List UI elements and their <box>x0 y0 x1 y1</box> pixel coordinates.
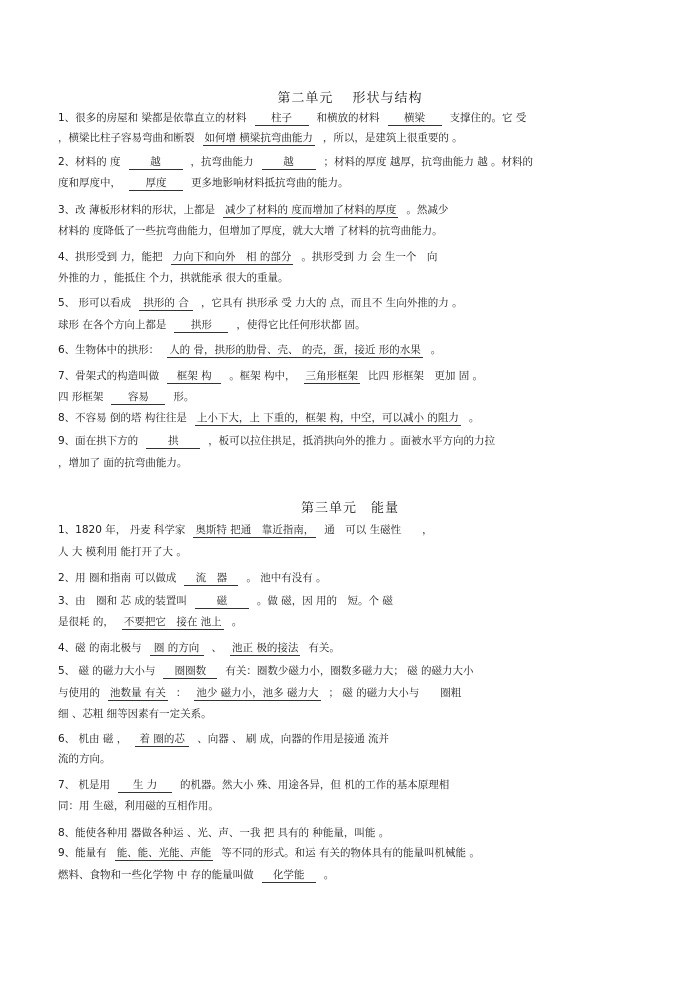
line-text: 材料的 度降低了一些抗弯曲能力，但增加了厚度，就大大增 了材料的抗弯曲能力。 <box>58 225 443 237</box>
line-text: ，它具有 拱形承 受 力大的 点， <box>201 297 351 309</box>
unit3-line-15 <box>58 846 648 861</box>
unit3-line-12 <box>58 778 648 793</box>
line-text: 。然减少 <box>406 204 449 216</box>
line-text: 的机器。然大小 殊、用途各异，但 机的工作的基本原理相 <box>180 779 450 791</box>
line-text: 是很耗 的， <box>58 616 114 628</box>
answer-blank: 三角形框架 <box>305 370 359 382</box>
unit3-line-1 <box>58 523 648 538</box>
line-text: 同：用 生磁，利用磁的互相作用 <box>58 800 209 812</box>
unit2-line-2 <box>58 131 648 146</box>
line-text: 8、不容易 倒的塔 构往往是 <box>58 412 187 424</box>
unit2-line-9 <box>58 296 648 311</box>
answer-blank: 池少 磁力小，池多 磁力大 <box>196 687 319 699</box>
unit2-line-7 <box>58 250 648 265</box>
answer-blank: 不要把它 接在 池上 <box>123 616 222 628</box>
line-text: 。做 磁，因 用的 短。个 磁 <box>256 595 393 607</box>
line-text: 7、 机是用 <box>58 779 111 791</box>
answer-blank: 框架 构 <box>167 369 221 384</box>
line-text: 。 <box>468 412 480 424</box>
unit3-line-8 <box>58 686 648 701</box>
line-text: ： <box>175 687 187 699</box>
line-text: 形 <box>173 391 184 403</box>
line-text: 7、骨架式的构造叫做 <box>58 370 160 382</box>
line-text: 。 <box>208 800 219 812</box>
line-text: 等因素有一定关系。 <box>117 708 212 720</box>
line-text: 比四 形框架 更加 固 。 <box>368 370 484 382</box>
line-text: 细 、芯粗 细 <box>58 708 118 720</box>
line-text: 3、改 薄板形材料的形状，上都是 <box>58 204 216 216</box>
answer-blank: 流 器 <box>184 571 238 586</box>
line-text: ，抗弯曲能力 <box>190 156 254 168</box>
unit3-line-3 <box>58 571 648 586</box>
line-text: 5、 形可以看成 <box>58 297 132 309</box>
unit2-line-5 <box>58 203 648 218</box>
line-text: 。 <box>430 344 442 356</box>
line-text: 。 <box>100 753 111 765</box>
answer-blank: 圈圈数 <box>163 664 217 679</box>
line-text: 。框架 构中， <box>229 370 296 382</box>
line-text: 人 大 模利用 能打开了大 。 <box>58 546 187 558</box>
unit2-line-1 <box>58 111 648 126</box>
unit3-line-4 <box>58 594 648 609</box>
line-text: 。 池中有没有 。 <box>246 572 327 584</box>
line-text: 1、1820 年， 丹麦 科学家 <box>58 524 186 536</box>
line-text: 而且不 生向外推的力 。 <box>350 297 463 309</box>
line-text: 5、 磁 的磁力大小与 <box>58 665 156 677</box>
line-text: ，增加了 面的抗弯曲能力。 <box>58 457 188 469</box>
line-text: 燃料、食物和一些化学物 中 存的能量叫做 <box>58 869 254 881</box>
unit2-title: 第二单元 形状与结构 <box>277 91 423 106</box>
line-text: 是建筑上很重要的 。 <box>364 132 463 144</box>
unit2-line-12 <box>58 369 648 384</box>
line-text: 6、生物体中的拱形： <box>58 344 160 356</box>
line-text: ，所以， <box>322 132 365 144</box>
line-text: ，板可以拉住拱足，抵消拱向外的推力 。面被水平方向的力拉 <box>208 435 496 447</box>
answer-blank: 力向下和向外 相 的部分 <box>172 251 292 263</box>
line-text: ； 磁 的磁力大小与 圈粗 <box>328 687 462 699</box>
line-text: 流的方向 <box>58 753 100 765</box>
line-text: 、 <box>211 642 223 654</box>
answer-blank: 能、能、光能、声能 <box>116 847 212 859</box>
unit2-line-10 <box>58 318 648 333</box>
unit2-line-14 <box>58 411 648 426</box>
line-text: 2、材料的 度 <box>58 156 121 168</box>
line-text: 8、能使各种用 器做各种运 、光、声、一我 把 具有的 种能量，叫 <box>58 827 365 839</box>
line-text: 。拱形受到 力 会 生一个 向 <box>301 251 438 263</box>
unit2-line-13 <box>58 390 648 405</box>
answer-blank: 生 力 <box>118 778 172 793</box>
unit2-line-8 <box>58 271 648 285</box>
unit2-line-3 <box>58 155 648 170</box>
line-text: 球形 在各个方向上都是 <box>58 319 167 331</box>
answer-blank: 拱形 <box>174 318 228 333</box>
line-text: 6、 机由 磁 ， <box>58 733 128 745</box>
line-text: 4、磁 的南北极与 <box>58 642 142 654</box>
unit3-line-10 <box>58 732 648 747</box>
line-text: 9、面在拱下方的 <box>58 435 139 447</box>
unit3-line-7 <box>58 664 648 679</box>
line-text: 与使用的 <box>58 687 100 699</box>
line-text: ；材料的厚度 越厚，抗弯曲能力 越 。材料的 <box>323 156 534 168</box>
answer-blank: 化学能 <box>262 868 316 883</box>
line-text: 度和厚度中， <box>58 177 121 189</box>
answer-blank: 柱子 <box>255 111 309 126</box>
line-text: 四 形框架 <box>58 391 104 403</box>
line-text: 机械能 。 <box>434 847 480 859</box>
line-text: 有关：圈数少磁力小，圈数多磁力大 <box>225 665 394 677</box>
unit2-line-11 <box>58 343 648 358</box>
unit3-line-13 <box>58 799 648 813</box>
line-text: 和横放的材料 <box>316 112 380 124</box>
line-text: 1、很多的房屋和 梁都是依靠直立的材料 <box>58 112 247 124</box>
answer-blank: 拱 <box>146 434 200 449</box>
answer-blank: 磁 <box>195 594 249 609</box>
unit3-line-14 <box>58 826 648 840</box>
answer-blank: 容易 <box>111 390 165 405</box>
line-text: ，使得它比任何形状都 固。 <box>236 319 366 331</box>
answer-blank: 上小下大，上 下重的，框架 构，中空，可以减小 的阻力 <box>196 412 459 424</box>
line-text: 3、由 圈和 芯 成的装置叫 <box>58 595 187 607</box>
line-text: 2、用 圈和指南 可以做成 <box>58 572 177 584</box>
unit2-line-6 <box>58 224 648 238</box>
unit3-line-6 <box>58 641 648 656</box>
unit2-line-16 <box>58 456 648 470</box>
answer-blank: 厚度 <box>129 176 183 191</box>
line-text: ； 磁 的磁力大小 <box>393 665 474 677</box>
line-text: 有关。 <box>308 642 340 654</box>
unit2-line-4 <box>58 176 648 191</box>
answer-blank: 减少了材料的 度而增加了材料的厚度 <box>225 204 397 216</box>
line-text: ，横梁比柱子容易弯曲和断裂 <box>58 132 195 144</box>
answer-blank: 着 圈的芯 <box>135 732 189 747</box>
line-text: 9、能量有 <box>58 847 107 859</box>
line-text: 等不同的形式。和运 有关的物体具有的能量叫 <box>221 847 435 859</box>
answer-blank: 越 <box>262 155 316 170</box>
answer-blank: 越 <box>129 155 183 170</box>
answer-blank: 奥斯特 把通 靠近指南， <box>195 524 315 536</box>
line-text: 通 可以 生磁性 ， <box>324 524 433 536</box>
answer-blank: 池数量 有关 <box>110 687 166 699</box>
answer-blank: 圈 的方向 <box>150 641 204 656</box>
line-text: 。 <box>323 869 335 881</box>
unit3-line-11 <box>58 752 648 766</box>
line-text: 能 。 <box>364 827 390 839</box>
line-text: 更多地影响材料抵抗弯曲的能力。 <box>191 177 349 189</box>
answer-blank: 拱形的 合 <box>139 296 193 311</box>
line-text: 。 <box>231 616 243 628</box>
line-text: 4、拱形受到 力，能把 <box>58 251 163 263</box>
answer-blank: 如何增 横梁抗弯曲能力 <box>204 132 313 144</box>
answer-blank: 人的 骨，拱形的肋骨、壳、 的壳，蛋，接近 形的水果 <box>169 344 421 356</box>
unit3-line-2 <box>58 545 648 559</box>
unit2-line-15 <box>58 434 648 449</box>
line-text: 、向器 、 刷 成，向器的作用是 <box>197 733 344 745</box>
unit3-line-5 <box>58 615 648 630</box>
line-text: 。 <box>183 391 195 403</box>
unit3-line-9 <box>58 707 648 721</box>
unit3-line-16 <box>58 868 648 883</box>
unit3-title: 第三单元 能量 <box>300 501 399 516</box>
line-text: 外推的力 ，能抵住 个力，拱就能承 很大的重量。 <box>58 272 289 284</box>
line-text: 支撑住的。它 受 <box>449 112 527 124</box>
answer-blank: 池正 极的接法 <box>232 642 299 654</box>
line-text: 接通 流并 <box>343 733 390 745</box>
answer-blank: 横梁 <box>388 111 442 126</box>
